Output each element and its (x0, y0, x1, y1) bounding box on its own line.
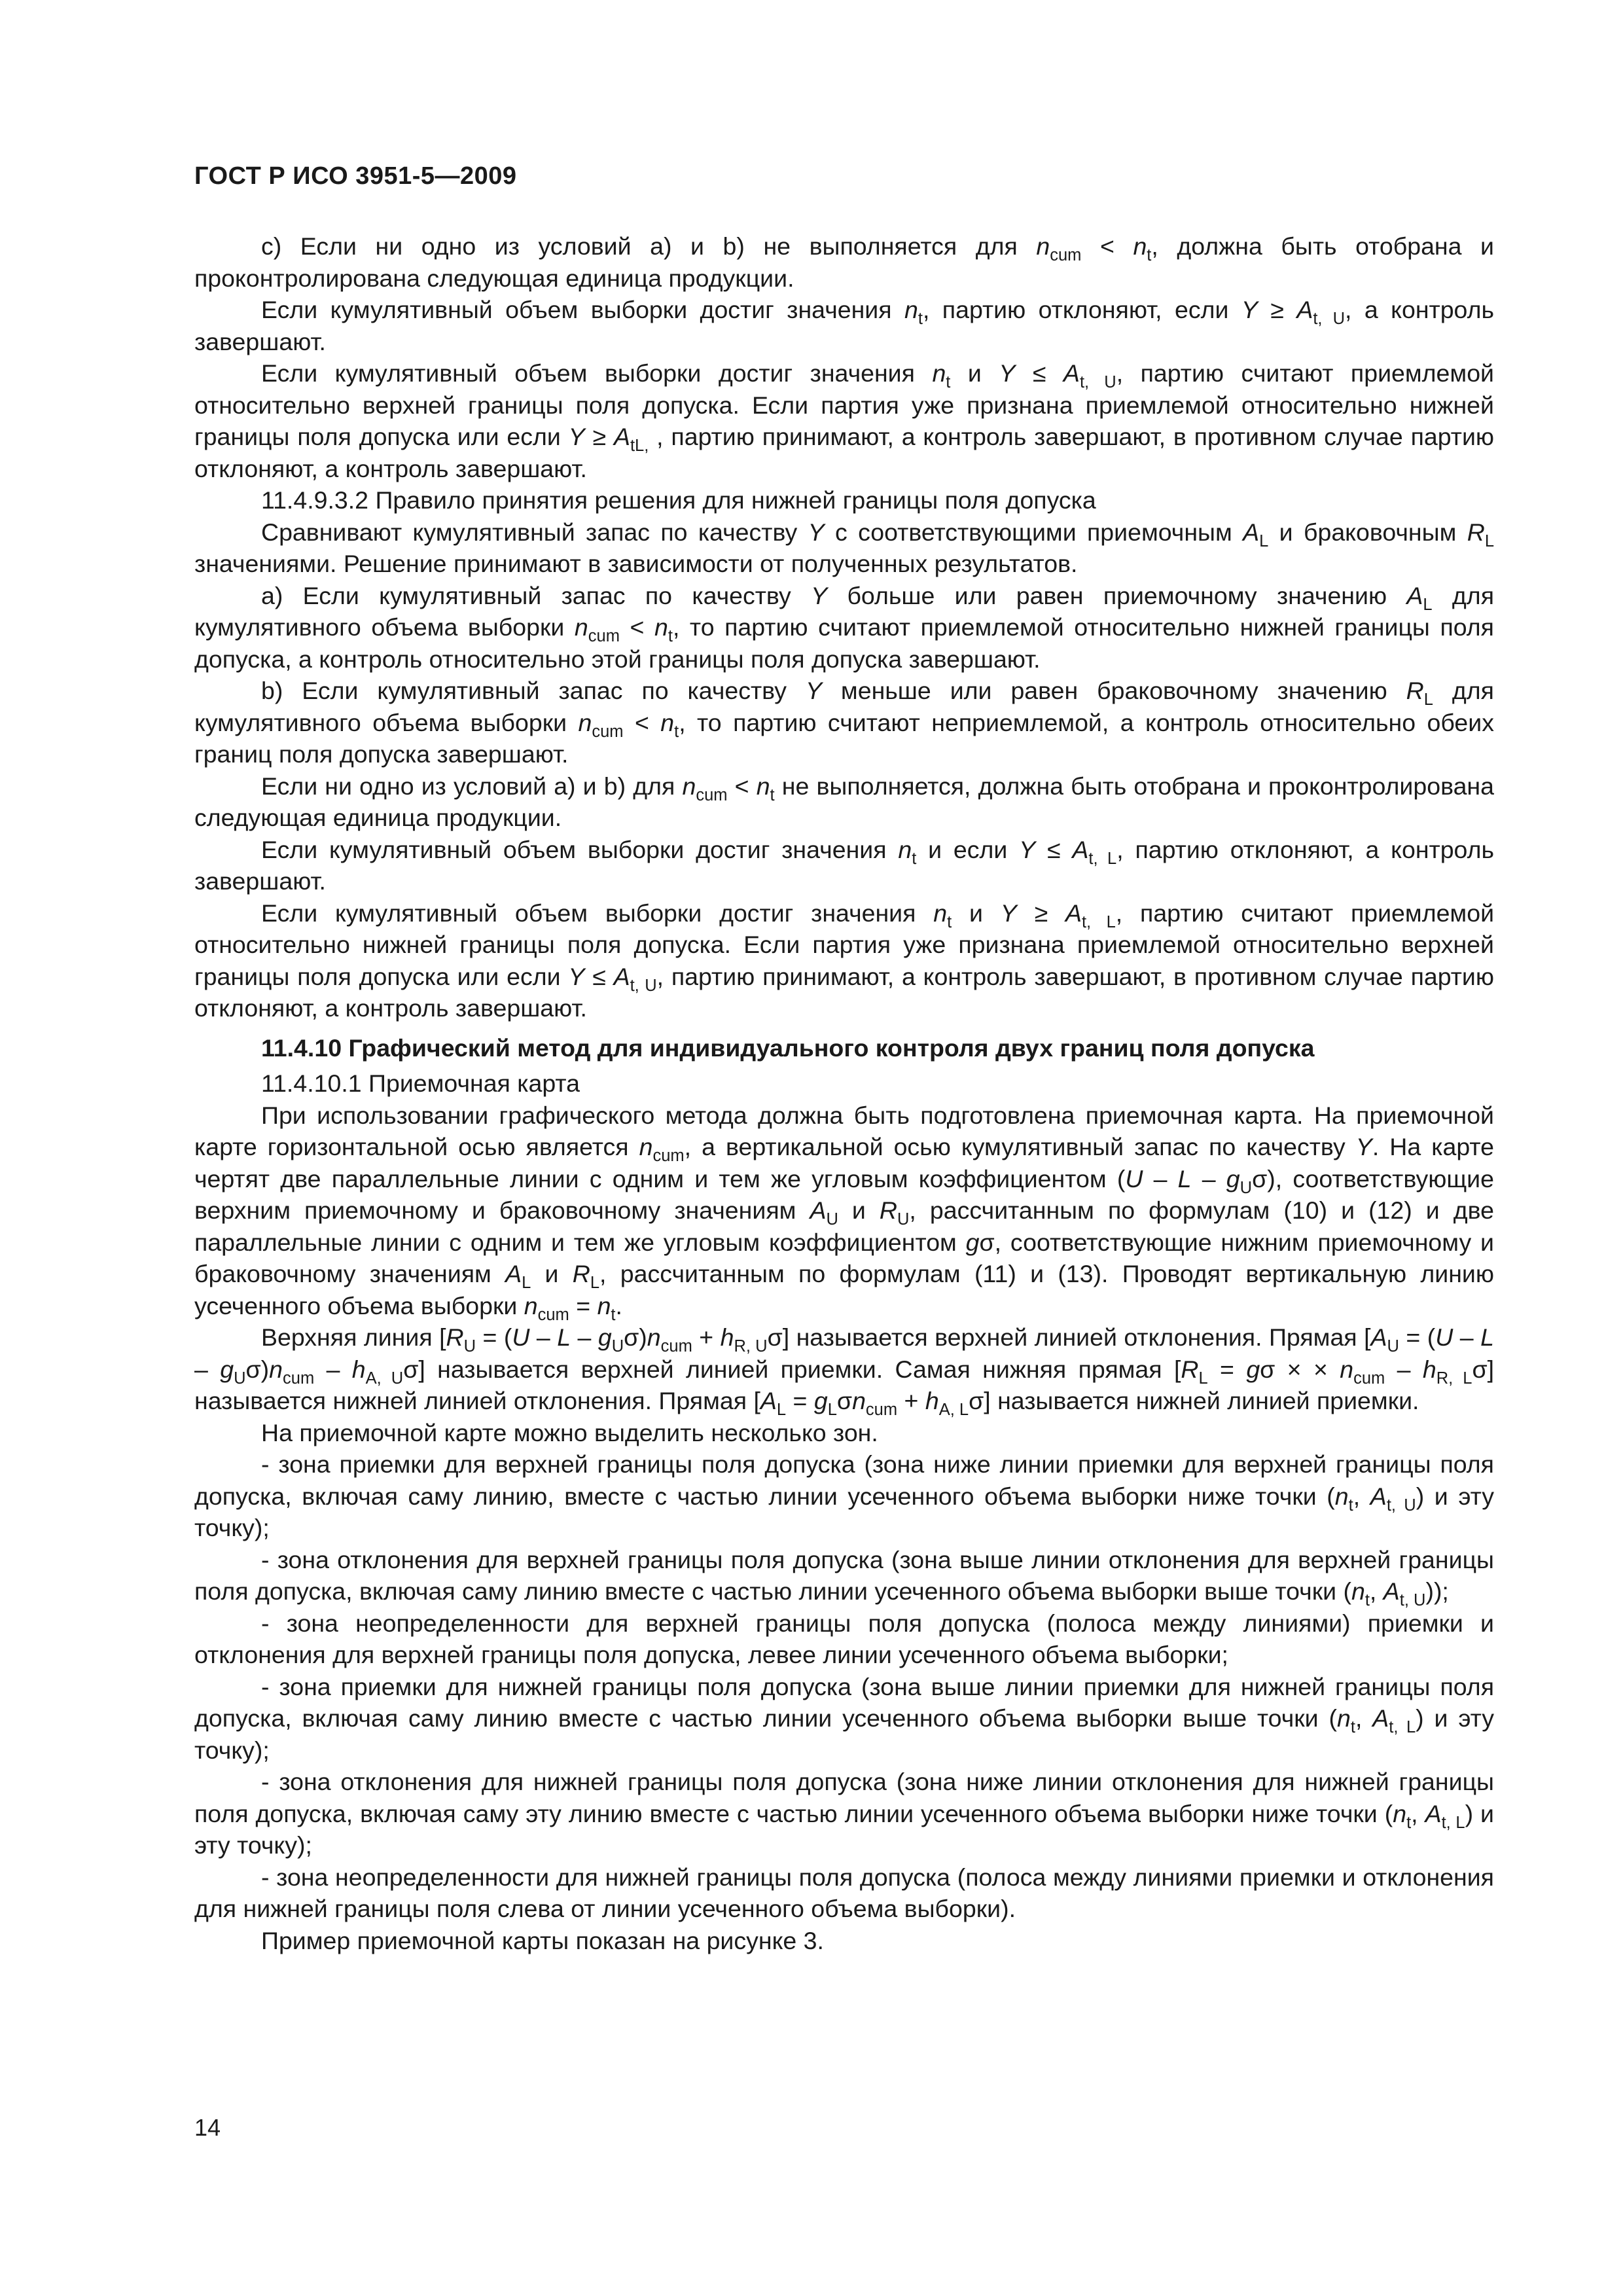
text-run: b) Если кумулятивный запас по качеству (261, 677, 806, 704)
math-symbol: Y (808, 518, 825, 546)
text-run: 11.4.10 Графический метод для индивидуального контроля двух границ поля допуска (261, 1033, 1315, 1062)
paragraph (194, 1671, 1494, 1767)
math-symbol: n (933, 899, 948, 927)
math-symbol: A (1063, 359, 1080, 387)
text-run: и (950, 359, 999, 387)
math-symbol: n (1351, 1577, 1365, 1605)
text-run: Если кумулятивный объем выборки достиг значения (261, 296, 904, 323)
text-run: σ) (624, 1323, 647, 1351)
paragraph (194, 1766, 1494, 1861)
text-run: ≤ (1015, 359, 1063, 387)
text-run: – (1143, 1164, 1178, 1193)
text-run: , партию считают приемлемой относительно нижней границы поля допуска. Если партия уже признана приемлемой относительно верхней границы поля допуска или если (194, 899, 1495, 990)
text-run: σ] называется верхней линией отклонения. Прямая [ (767, 1323, 1371, 1351)
text-run: + (897, 1387, 925, 1414)
subscript: cum (1353, 1369, 1385, 1388)
math-symbol: R (446, 1323, 464, 1351)
text-run: . (615, 1291, 622, 1319)
paragraph (194, 675, 1494, 770)
paragraph (194, 1544, 1494, 1607)
text-run: = ( (1399, 1323, 1436, 1351)
subscript: U (611, 1336, 624, 1355)
math-symbol: R (1467, 518, 1485, 546)
paragraph (194, 230, 1494, 294)
text-run: = (786, 1387, 814, 1414)
text-run: – (194, 1355, 221, 1383)
subscript: t, L (1088, 849, 1117, 868)
text-run: больше или равен приемочному значению (827, 581, 1407, 609)
math-symbol: n (574, 613, 588, 641)
math-symbol: n (639, 1133, 653, 1160)
text-run: . На карте чертят две параллельные линии с одним и тем же угловым коэффициентом ( (194, 1133, 1494, 1193)
paragraph (194, 897, 1494, 1024)
subscript: L (1423, 690, 1433, 709)
text-run: < (619, 613, 654, 641)
paragraph (194, 1925, 1494, 1957)
text-run: Сравнивают кумулятивный запас по качеству (261, 518, 808, 546)
math-symbol: L (1177, 1164, 1192, 1193)
math-symbol: A (613, 962, 630, 990)
math-symbol: Y (568, 423, 585, 450)
subscript: t, U (1399, 1590, 1426, 1609)
paragraph (194, 834, 1494, 897)
math-symbol: A (1406, 581, 1423, 609)
text-run: Если кумулятивный объем выборки достиг значения (261, 835, 899, 863)
text-run: , (1355, 1704, 1373, 1732)
paragraph (194, 1417, 1494, 1449)
text-run: , (1369, 1577, 1383, 1605)
math-symbol: n (647, 1323, 661, 1351)
subscript: t, L (1389, 1717, 1416, 1736)
subscript: U (1387, 1336, 1399, 1355)
text-run: σ) (245, 1355, 270, 1383)
math-symbol: n (852, 1387, 866, 1414)
subscript: cum (588, 626, 620, 645)
math-symbol: n (654, 613, 668, 641)
text-run: ) и эту точку); (194, 1799, 1494, 1859)
subscript: L (590, 1273, 600, 1292)
text-run: для кумулятивного объема выборки (194, 677, 1494, 736)
paragraph (194, 357, 1494, 484)
text-run: – (314, 1355, 352, 1383)
math-symbol: n (932, 359, 946, 387)
text-run: , а контроль завершают. (194, 296, 1495, 355)
math-symbol: n (597, 1291, 611, 1319)
math-symbol: R (1406, 677, 1424, 704)
text-run: и если (916, 835, 1020, 863)
text-run: На приемочной карте можно выделить несколько зон. (261, 1418, 878, 1446)
paragraph (194, 1321, 1494, 1417)
math-symbol: A (613, 423, 630, 450)
text-run: σ] называется нижней линией приемки. (969, 1387, 1419, 1414)
text-run: ) и эту точку); (194, 1482, 1495, 1541)
text-run: меньше или равен браковочному значению (821, 677, 1406, 704)
subscript: A, L (938, 1400, 969, 1419)
text-run: < (727, 772, 757, 800)
subscript: U (1240, 1178, 1253, 1197)
text-run: = (1207, 1355, 1247, 1383)
text-run: ≥ (1257, 296, 1297, 323)
text-run: - зона приемки для нижней границы поля допуска (зона выше линии приемки для нижней границы поля допуска, включая саму линию вместе с частью линии усеченного объема выборки выше точки ( (194, 1672, 1494, 1732)
subscript: L (776, 1400, 787, 1419)
math-symbol: A (505, 1260, 522, 1287)
subscript: L (1198, 1369, 1208, 1388)
subscript: t (946, 372, 951, 391)
math-symbol: L (1480, 1323, 1494, 1351)
text-run: Если ни одно из условий а) и b) для (261, 772, 683, 800)
text-run: , то партию считают неприемлемой, а контроль относительно обеих границ поля допуска завершают. (194, 708, 1494, 768)
math-symbol: Y (811, 581, 828, 609)
subscript: t (611, 1305, 616, 1324)
subscript: t (1364, 1590, 1370, 1609)
subscript: cum (660, 1336, 692, 1355)
subscript: t, U (1079, 372, 1116, 391)
subscript: A, U (365, 1369, 404, 1388)
math-symbol: A (1370, 1323, 1387, 1351)
math-symbol: A (1065, 899, 1082, 927)
text-run: ≥ (1016, 899, 1065, 927)
math-symbol: Y (568, 962, 585, 990)
subscript: t (1348, 1496, 1353, 1515)
subscript: t (912, 849, 917, 868)
text-run: Пример приемочной карты показан на рисунке 3. (261, 1926, 824, 1954)
math-symbol: R (879, 1196, 897, 1224)
math-symbol: R (572, 1260, 590, 1287)
math-symbol: n (1336, 1704, 1351, 1732)
math-symbol: h (720, 1323, 734, 1351)
math-symbol: h (925, 1387, 939, 1414)
text-run: а) Если кумулятивный запас по качеству (261, 581, 812, 609)
text-run: , партию считают приемлемой относительно верхней границы поля допуска. Если партия уже признана приемлемой относительно нижней границы поля допуска или если (194, 359, 1494, 450)
text-run: 11.4.9.3.2 Правило принятия решения для нижней границы поля допуска (261, 486, 1096, 514)
text-run: σ), соответствующие верхним приемочному и браковочному значениям (194, 1164, 1494, 1224)
subscript: R, L (1436, 1369, 1472, 1388)
text-run: , то партию считают приемлемой относительно нижней границы поля допуска, а контроль относительно этой границы поля допуска завершают. (194, 613, 1494, 673)
paragraph (194, 1067, 1494, 1100)
text-run: для кумулятивного объема выборки (194, 581, 1494, 641)
text-run: Верхняя линия [ (261, 1323, 446, 1351)
text-run: - зона неопределенности для верхней границы поля допуска (полоса между линиями) приемки и отклонения для верхней границы поля допуска, левее линии усеченного объема выборки; (194, 1609, 1494, 1668)
math-symbol: U (1435, 1323, 1454, 1351)
math-symbol: n (1133, 232, 1147, 260)
math-symbol: g (1246, 1355, 1260, 1383)
text-run: = (569, 1291, 597, 1319)
subscript: t (770, 785, 775, 804)
text-run: При использовании графического метода должна быть подготовлена приемочная карта. На приемочной карте горизонтальной осью является (194, 1101, 1494, 1160)
text-run: значениями. Решение принимают в зависимости от полученных результатов. (194, 550, 1078, 577)
text-run: Если кумулятивный объем выборки достиг значения (261, 899, 934, 927)
text-run: , партию принимают, а контроль завершают, в противном случае партию отклоняют, а контроль завершают. (194, 962, 1495, 1022)
subscript: cum (283, 1369, 315, 1388)
subscript: cum (696, 785, 728, 804)
paragraph (194, 1448, 1494, 1544)
paragraph (194, 770, 1494, 834)
text-run: - зона отклонения для верхней границы поля допуска (зона выше линии отклонения для верхней границы поля допуска, включая саму линию вместе с частью линии усеченного объема выборки выше точки ( (194, 1545, 1494, 1605)
subscript: cum (537, 1305, 569, 1324)
math-symbol: R (1181, 1355, 1199, 1383)
subscript: t, L (1081, 912, 1116, 931)
subscript: t (1406, 1813, 1412, 1832)
text-run: σ] называется нижней линией отклонения. Прямая [ (194, 1355, 1495, 1414)
paragraph (194, 1607, 1494, 1671)
math-symbol: A (760, 1387, 777, 1414)
subscript: cum (592, 722, 624, 741)
text-run: ) и эту точку); (194, 1704, 1495, 1764)
text-run: ≤ (584, 962, 614, 990)
math-symbol: g (220, 1355, 234, 1383)
text-run: σ × × (1260, 1355, 1340, 1383)
text-run: – (571, 1323, 598, 1351)
paragraph (194, 1100, 1494, 1322)
math-symbol: g (597, 1323, 612, 1351)
subscript: L (1259, 531, 1269, 550)
text-run: – (1453, 1323, 1481, 1351)
subscript: L (522, 1273, 531, 1292)
subscript: L (1423, 595, 1433, 614)
text-run: и (952, 899, 1001, 927)
math-symbol: A (1296, 296, 1313, 323)
text-run: , а вертикальной осью кумулятивный запас по качеству (684, 1133, 1356, 1160)
math-symbol: n (898, 835, 912, 863)
math-symbol: h (1422, 1355, 1436, 1383)
subscript: cum (652, 1146, 685, 1165)
text-run: , партию принимают, а контроль завершают, в противном случае партию отклоняют, а контроль завершают. (194, 423, 1495, 482)
subscript: L (827, 1400, 837, 1419)
text-run: Если кумулятивный объем выборки достиг значения (261, 359, 933, 387)
math-symbol: A (1243, 518, 1260, 546)
text-run: и (838, 1196, 880, 1224)
subscript: t, L (1441, 1813, 1465, 1832)
text-run: с соответствующими приемочным (824, 518, 1243, 546)
subscript: t (947, 912, 952, 931)
text-run: σ (836, 1387, 853, 1414)
subscript: U (897, 1210, 910, 1229)
text-run: , рассчитанным по формулам (11) и (13). Проводят вертикальную линию усеченного объема выборки (194, 1260, 1494, 1319)
math-symbol: A (1425, 1799, 1442, 1827)
math-symbol: U (512, 1323, 530, 1351)
math-symbol: A (1383, 1577, 1400, 1605)
text-run: - зона приемки для верхней границы поля допуска (зона ниже линии приемки для верхней границы поля допуска, включая саму линию, вместе с частью линии усеченного объема выборки ниже точки ( (194, 1450, 1494, 1510)
text-run: , партию отклоняют, если (922, 296, 1241, 323)
subscript: cum (865, 1400, 898, 1419)
math-symbol: Y (805, 677, 822, 704)
subscript: t (1350, 1717, 1355, 1736)
math-symbol: A (810, 1196, 827, 1224)
math-symbol: g (965, 1228, 980, 1256)
text-run: σ, соответствующие нижним приемочному и браковочному значениям (194, 1228, 1494, 1287)
document-header: ГОСТ Р ИСО 3951-5—2009 (194, 162, 517, 190)
text-run: – (529, 1323, 558, 1351)
math-symbol: n (578, 708, 592, 736)
text-run: ≥ (584, 423, 614, 450)
math-symbol: Y (999, 359, 1016, 387)
subscript: t, U (1313, 309, 1346, 328)
subscript: R, U (734, 1336, 768, 1355)
text-run: – (1191, 1164, 1226, 1193)
document-body (194, 230, 1494, 1956)
text-run: + (692, 1323, 721, 1351)
paragraph (194, 484, 1494, 516)
paragraph (194, 1861, 1494, 1925)
text-run: ≤ (1035, 835, 1073, 863)
text-run: < (1081, 232, 1133, 260)
subscript: U (234, 1369, 246, 1388)
math-symbol: n (660, 708, 675, 736)
text-run: - зона отклонения для нижней границы поля допуска (зона ниже линии отклонения для нижней границы поля допуска, включая саму эту линию вместе с частью линии усеченного объема выборки ниже точки ( (194, 1768, 1494, 1827)
math-symbol: n (1334, 1482, 1349, 1510)
math-symbol: U (1125, 1164, 1143, 1193)
math-symbol: g (1226, 1164, 1240, 1193)
paragraph (194, 516, 1494, 580)
subscript: tL, (630, 436, 649, 455)
math-symbol: n (904, 296, 918, 323)
text-run: σ] называется верхней линией приемки. Самая нижняя прямая [ (403, 1355, 1181, 1383)
section-heading (194, 1032, 1494, 1064)
text-run: и браковочным (1268, 518, 1467, 546)
math-symbol: n (524, 1291, 538, 1319)
text-run: - зона неопределенности для нижней границы поля допуска (полоса между линиями приемки и отклонения для нижней границы поля слева от линии усеченного объема выборки). (194, 1863, 1494, 1922)
text-run: < (623, 708, 661, 736)
subscript: t (668, 626, 673, 645)
text-run: и (531, 1260, 573, 1287)
text-run: – (1385, 1355, 1423, 1383)
math-symbol: g (813, 1387, 828, 1414)
subscript: cum (1050, 245, 1082, 264)
text-run: = ( (476, 1323, 512, 1351)
subscript: t, U (630, 976, 657, 995)
text-run: , должна быть отобрана и проконтролирована следующая единица продукции. (194, 232, 1495, 292)
math-symbol: A (1072, 835, 1089, 863)
text-run: с) Если ни одно из условий а) и b) не выполняется для (261, 232, 1037, 260)
subscript: t (1147, 245, 1152, 264)
math-symbol: n (269, 1355, 283, 1383)
text-run: )); (1425, 1577, 1449, 1605)
math-symbol: n (1393, 1799, 1407, 1827)
subscript: t, U (1386, 1496, 1416, 1515)
text-run: не выполняется, должна быть отобрана и проконтролирована следующая единица продукции. (194, 772, 1494, 831)
math-symbol: A (1372, 1704, 1389, 1732)
subscript: t (674, 722, 679, 741)
text-run: 11.4.10.1 Приемочная карта (261, 1069, 580, 1097)
math-symbol: Y (1000, 899, 1017, 927)
math-symbol: A (1370, 1482, 1387, 1510)
subscript: L (1484, 531, 1494, 550)
math-symbol: L (557, 1323, 571, 1351)
math-symbol: n (756, 772, 770, 800)
math-symbol: h (351, 1355, 366, 1383)
subscript: U (463, 1336, 476, 1355)
math-symbol: Y (1019, 835, 1036, 863)
text-run: , партию отклоняют, а контроль завершают. (194, 835, 1495, 895)
paragraph (194, 580, 1494, 675)
paragraph (194, 294, 1494, 357)
subscript: t (918, 309, 923, 328)
text-run: , (1353, 1482, 1370, 1510)
page-number: 14 (194, 2114, 221, 2141)
text-run: , рассчитанным по формулам (10) и (12) и две параллельные линии с одним и тем же угловым коэффициентом (194, 1196, 1494, 1256)
math-symbol: Y (1241, 296, 1258, 323)
math-symbol: n (1340, 1355, 1354, 1383)
math-symbol: n (682, 772, 696, 800)
text-run: , (1411, 1799, 1425, 1827)
subscript: U (826, 1210, 838, 1229)
math-symbol: n (1036, 232, 1050, 260)
math-symbol: Y (1355, 1133, 1372, 1160)
